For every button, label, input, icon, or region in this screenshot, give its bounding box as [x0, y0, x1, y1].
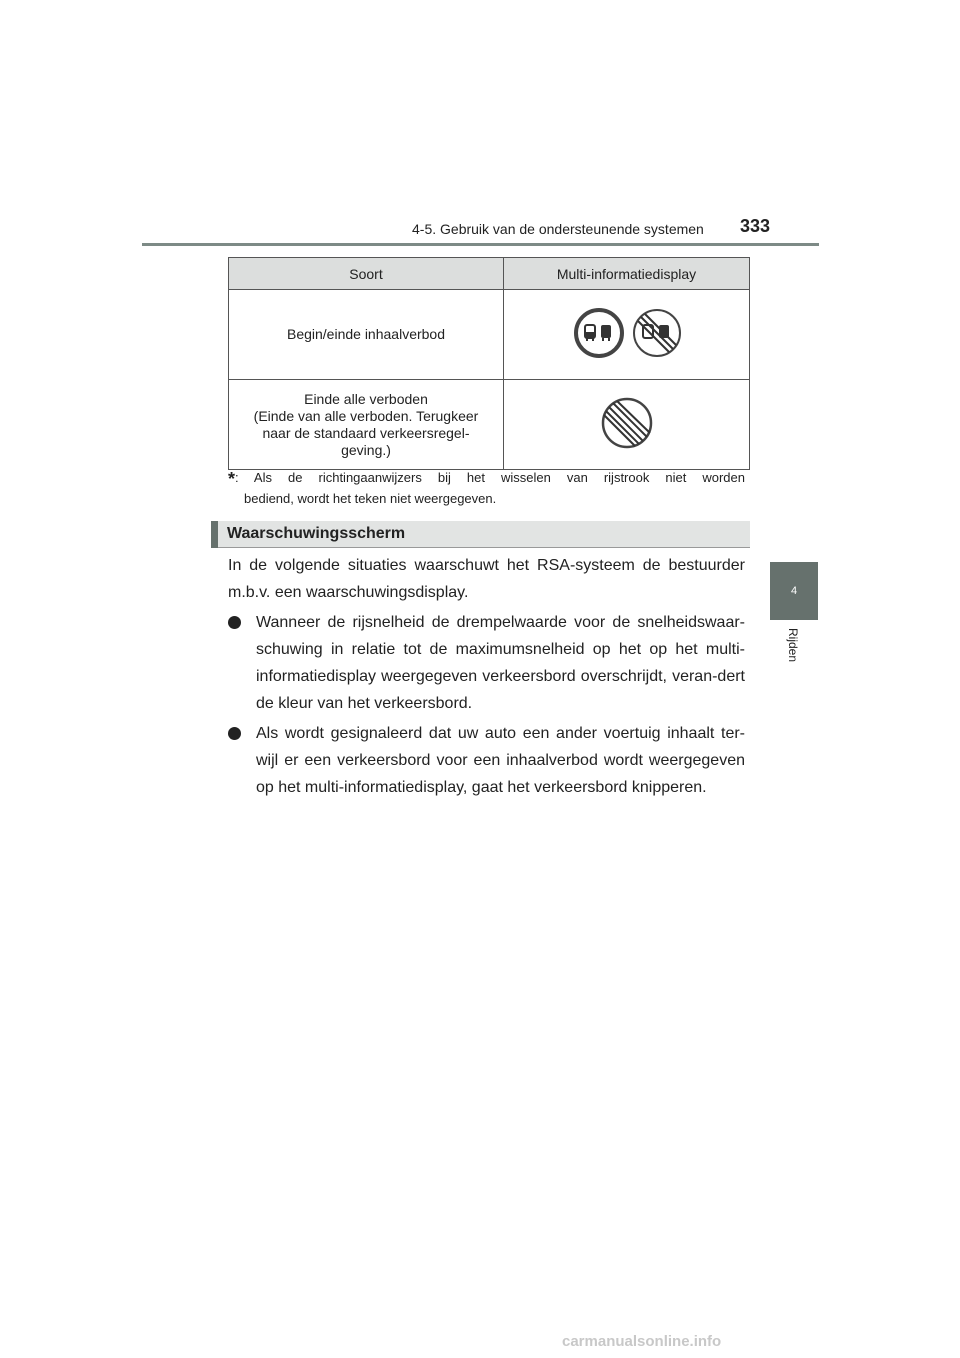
table-header-type: Soort [229, 258, 504, 290]
table-row [229, 290, 750, 380]
watermark: carmanualsonline.info [562, 1333, 722, 1350]
list-item [228, 720, 745, 801]
sign-table [228, 257, 750, 470]
bullet-icon [228, 727, 241, 740]
header-rule [142, 243, 819, 246]
chapter-tab[interactable] [770, 562, 818, 620]
footnote-line: : Als de richtingaanwijzers bij het wisselen van rijstrook niet worden [235, 470, 745, 485]
row-display [504, 380, 750, 470]
table-row [229, 380, 750, 470]
sign-icons-row [567, 305, 687, 361]
no-overtaking-sign-icon [576, 310, 622, 356]
chapter-number: 4 [790, 585, 798, 597]
footnote [228, 468, 745, 508]
row-type-line: (Einde van alle verboden. Terugkeer [253, 407, 479, 424]
page-number: 333 [740, 216, 771, 236]
row-type-line: naar de standaard verkeersregel- [262, 424, 470, 441]
row-type-line: geving.) [341, 441, 391, 458]
section-title: Waarschuwingsscherm [227, 525, 406, 542]
row-type [229, 380, 504, 470]
end-no-overtaking-sign-icon [634, 310, 680, 356]
section-accent-bar [211, 521, 218, 548]
bullet-text: Als wordt gesignaleerd dat uw auto een ander voertuig inhaalt ter-wijl er een verkeersbord voor een inhaalverbod wordt weergegeven op het multi-informatiedisplay, gaat het verkeersbord knipperen. [256, 725, 745, 796]
bullet-icon [228, 616, 241, 629]
row-type: Begin/einde inhaalverbod [229, 290, 504, 380]
section-heading [211, 521, 750, 548]
header-title: 4-5. Gebruik van de ondersteunende systemen [412, 221, 704, 237]
bullet-text: Wanneer de rijsnelheid de drempelwaarde voor de snelheidswaar-schuwing in relatie tot de maximumsnelheid op het op het multi-informatiedisplay weergegeven verkeersbord overschrijdt, veran-dert de kleur van het verkeersbord. [256, 614, 745, 712]
list-item [228, 609, 745, 717]
end-all-restrictions-sign-icon [597, 395, 657, 451]
chapter-label: Rijden [786, 628, 800, 663]
table-header-display: Multi-informatiedisplay [504, 258, 750, 290]
intro-paragraph: In de volgende situaties waarschuwt het RSA-systeem de bestuurder m.b.v. een waarschuwingsdisplay. [228, 557, 745, 601]
row-type-line: Einde alle verboden [304, 390, 428, 407]
row-display [504, 290, 750, 380]
footnote-mark: * [228, 469, 236, 489]
footnote-line: bediend, wordt het teken niet weergegeven. [244, 491, 497, 506]
body-text [228, 552, 745, 801]
